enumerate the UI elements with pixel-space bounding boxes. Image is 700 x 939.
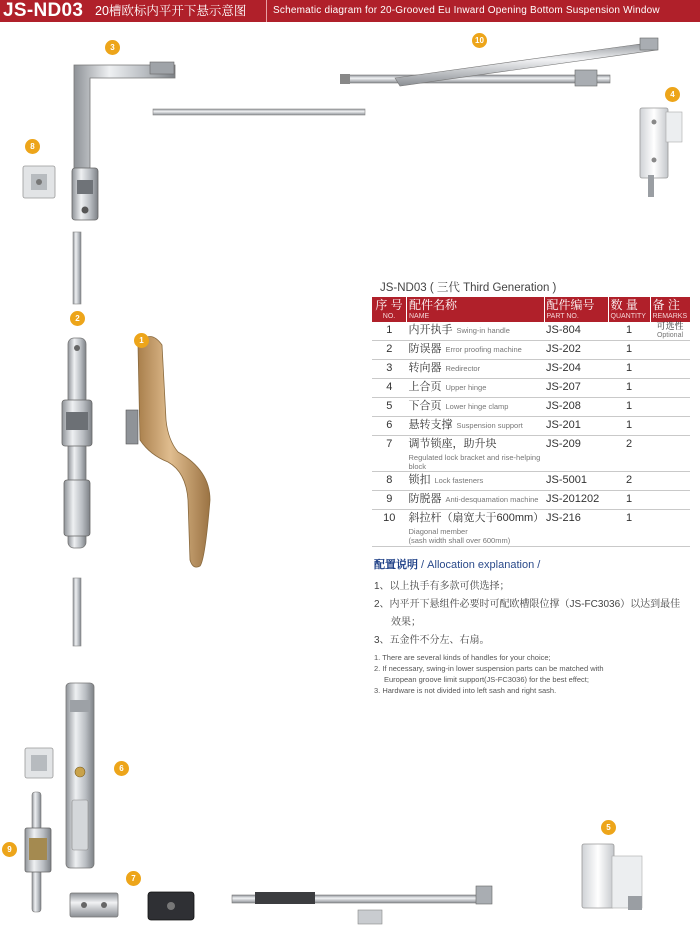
diagonal-member-bottom [232,886,492,924]
short-rod-lower [73,578,81,646]
lock-fastener-top [23,166,55,198]
badge-5: 5 [601,820,616,835]
lower-hinge-part [582,844,642,910]
badge-7: 7 [126,871,141,886]
table-row: 8 锁扣 Lock fasteners JS-5001 2 [372,472,690,491]
lock-fastener-bottom [25,748,53,778]
badge-10: 10 [472,33,487,48]
diagonal-member-top [340,38,658,86]
parts-table [372,297,690,547]
badge-1: 1 [134,333,149,348]
badge-8a: 8 [25,139,40,154]
swing-in-handle-part [126,337,210,568]
header-no: 序 号 NO. [372,297,407,322]
header-remarks: 备 注 REMARKS [650,297,690,322]
anti-desquamation-part [25,792,51,912]
header-name: 配件名称 NAME [407,297,545,322]
error-proofing-part [62,338,92,548]
table-row: 5 下合页 Lower hinge clamp JS-208 1 [372,398,690,417]
table-header-row [372,297,690,322]
lock-bracket-part [70,892,194,920]
allocation-notes-en: 1. There are several kinds of handles for your choice; 2. If necessary, swing-in lower suspension parts can be matched with European groove limit support(JS-FC3036) for the best effect; 3. Hardware is not divided into left sash and right sash. [374,653,604,695]
upper-hinge-part [640,108,682,197]
badge-2: 2 [70,311,85,326]
table-row: 3 转向器 Redirector JS-204 1 [372,360,690,379]
title-en: Schematic diagram for 20-Grooved Eu Inward Opening Bottom Suspension Window [273,5,660,16]
title-cn: 20槽欧标内平开下悬示意图 [95,4,247,18]
header-part-no: 配件编号 PART NO. [544,297,608,322]
suspension-support-part [66,683,94,868]
badge-4: 4 [665,87,680,102]
table-row: 10 斜拉杆（扇宽大于600mm） Diagonal member (sash width shall over 600mm) JS-216 1 [372,510,690,547]
model-code: JS-ND03 [3,0,84,21]
table-row: 9 防脱器 Anti-desquamation machine JS-201202 1 [372,491,690,510]
short-rod-upper [73,232,81,304]
transmission-rod [153,109,365,115]
table-row: 6 悬转支撑 Suspension support JS-201 1 [372,417,690,436]
header-quantity: 数 量 QUANTITY [608,297,650,322]
table-row: 2 防误器 Error proofing machine JS-202 1 [372,341,690,360]
table-title: JS-ND03 ( 三代 Third Generation ) [380,282,557,294]
table-row: 1 内开执手 Swing-in handle JS-804 1 可选性 Optional [372,322,690,341]
allocation-title: 配置说明 / Allocation explanation / [374,559,541,571]
table-row: 7 调节锁座，助升块 Regulated lock bracket and rise-helping block JS-209 2 [372,436,690,472]
redirector-part [72,62,175,220]
badge-9: 9 [2,842,17,857]
badge-3: 3 [105,40,120,55]
badge-6: 6 [114,761,129,776]
table-row: 4 上合页 Upper hinge JS-207 1 [372,379,690,398]
allocation-notes-cn: 1、以上执手有多款可供选择； 2、内平开下悬组件必要时可配欧槽限位撑（JS-FC3036）以达到最佳 效果； 3、五金件不分左、右扇。 [374,581,681,646]
